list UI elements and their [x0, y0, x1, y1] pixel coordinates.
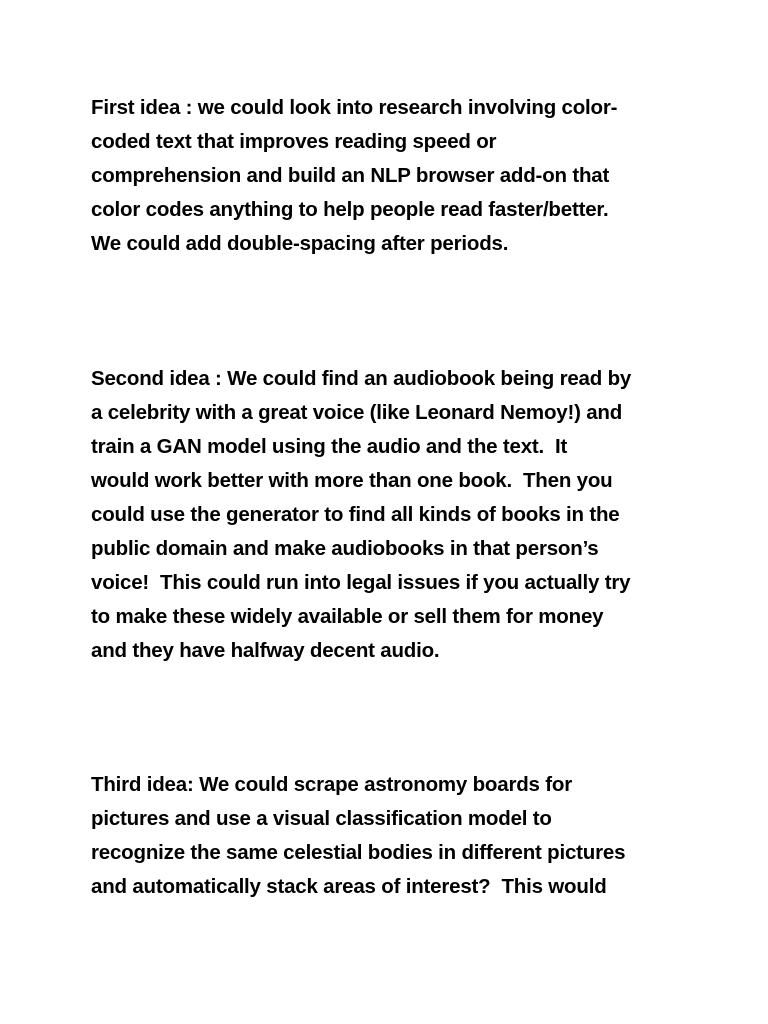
- text-line: and automatically stack areas of interest? This would: [91, 875, 607, 898]
- text-line: coded text that improves reading speed or: [91, 130, 497, 153]
- text-line: and they have halfway decent audio.: [91, 639, 440, 662]
- text-line: would work better with more than one book. Then you: [91, 469, 613, 492]
- paragraph-second-idea: [91, 362, 631, 668]
- text-line: Second idea : We could find an audiobook being read by: [91, 367, 632, 390]
- text-line: We could add double-spacing after periods.: [91, 232, 509, 255]
- text-line: public domain and make audiobooks in that person’s: [91, 537, 599, 560]
- paragraph-third-idea: [91, 768, 625, 904]
- text-line: recognize the same celestial bodies in different pictures: [91, 841, 626, 864]
- text-line: to make these widely available or sell them for money: [91, 605, 604, 628]
- text-line: pictures and use a visual classification model to: [91, 807, 552, 830]
- text-line: train a GAN model using the audio and the text. It: [91, 435, 568, 458]
- text-line: Third idea: We could scrape astronomy boards for: [91, 773, 572, 796]
- text-line: color codes anything to help people read faster/better.: [91, 198, 609, 221]
- text-line: could use the generator to find all kinds of books in the: [91, 503, 620, 526]
- text-line: First idea : we could look into research involving color-: [91, 96, 618, 119]
- paragraph-first-idea: [91, 91, 617, 261]
- text-line: voice! This could run into legal issues if you actually try: [91, 571, 631, 594]
- text-line: a celebrity with a great voice (like Leonard Nemoy!) and: [91, 401, 623, 424]
- text-line: comprehension and build an NLP browser add-on that: [91, 164, 610, 187]
